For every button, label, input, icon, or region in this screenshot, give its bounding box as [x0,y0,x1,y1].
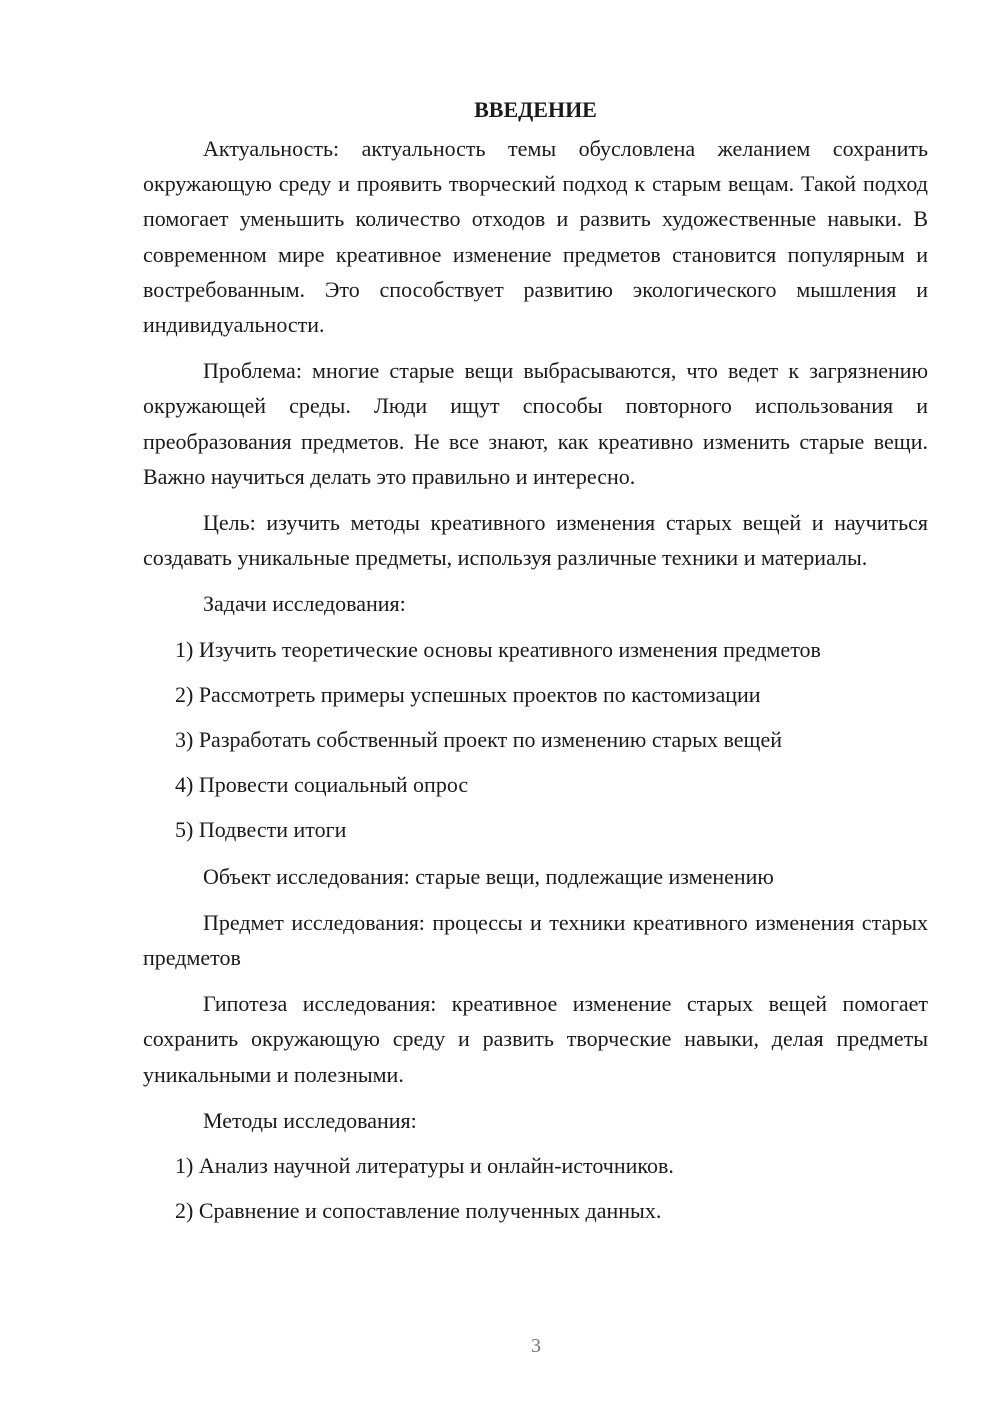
paragraph-object: Объект исследования: старые вещи, подлежащие изменению [203,863,774,889]
paragraph-hypothesis: Гипотеза исследования: креативное изменение старых вещей помогает сохранить окружающую среду и развить творческие навыки, делая предметы уникальными и полезными. [143,991,928,1087]
page-number: 3 [531,1335,541,1357]
task-item-5: 5) Подвести итоги [175,817,347,843]
tasks-heading: Задачи исследования: [203,591,406,617]
method-item-1: 1) Анализ научной литературы и онлайн-источников. [175,1153,674,1179]
task-item-3: 3) Разработать собственный проект по изменению старых вещей [175,727,783,753]
task-item-1: 1) Изучить теоретические основы креативного изменения предметов [175,636,821,662]
paragraph-goal: Цель: изучить методы креативного изменения старых вещей и научиться создавать уникальные предметы, используя различные техники и материалы. [143,510,928,571]
methods-heading: Методы исследования: [203,1107,417,1133]
page-content [143,92,928,1228]
task-item-4: 4) Провести социальный опрос [175,772,469,798]
paragraph-problem: Проблема: многие старые вещи выбрасываются, что ведет к загрязнению окружающей среды. Люди ищут способы повторного использования и преобразования предметов. Не все знают, как креативно изменить старые вещи. Важно научиться делать это правильно и интересно. [143,358,928,489]
paragraph-relevance: Актуальность: актуальность темы обусловлена желанием сохранить окружающую среду и проявить творческий подход к старым вещам. Такой подход помогает уменьшить количество отходов и развить художественные навыки. В современном мире креативное изменение предметов становится популярным и востребованным. Это способствует развитию экологического мышления и индивидуальности. [143,136,928,338]
method-item-2: 2) Сравнение и сопоставление полученных данных. [175,1198,662,1224]
section-title: ВВЕДЕНИЕ [474,97,597,122]
task-item-2: 2) Рассмотреть примеры успешных проектов по кастомизации [175,681,761,707]
paragraph-subject: Предмет исследования: процессы и техники креативного изменения старых предметов [143,909,928,971]
